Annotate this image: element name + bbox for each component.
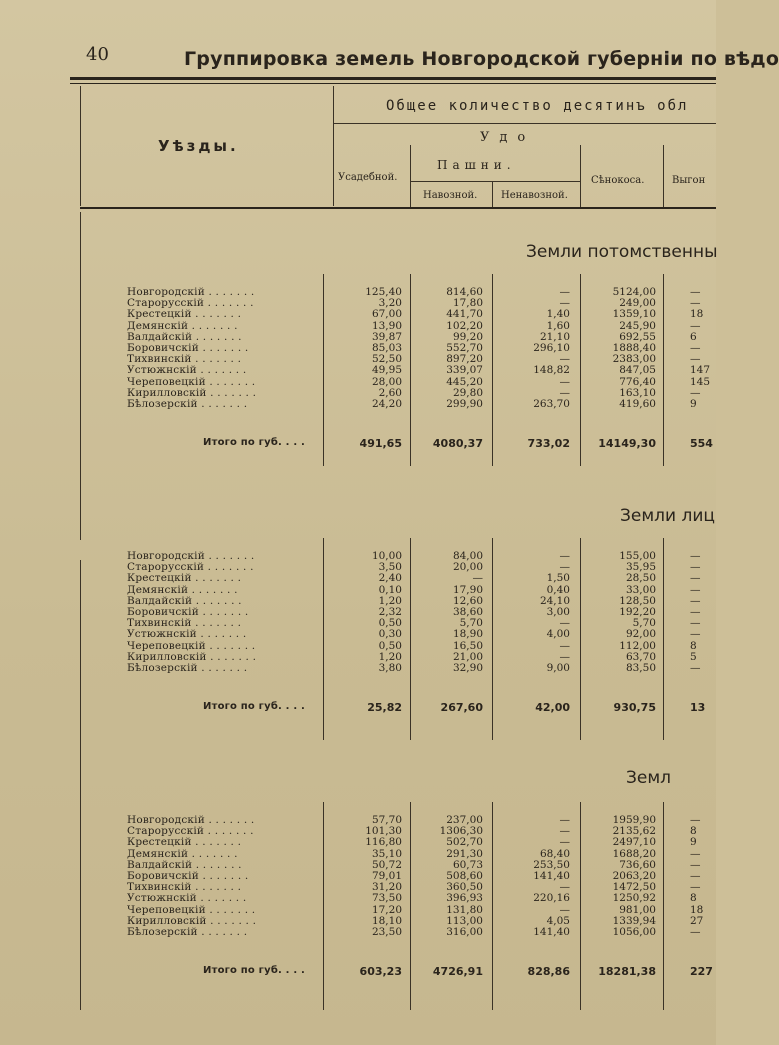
value-cell: 508,60	[446, 870, 483, 882]
value-cell: 253,50	[533, 858, 570, 871]
value-cell: 9	[690, 836, 697, 849]
value-cell: 35,95	[625, 561, 656, 574]
value-cell: 0,40	[546, 583, 570, 596]
value-cell: 502,70	[446, 836, 483, 849]
uezd-name: Кирилловскій . . . . . . .	[127, 386, 257, 399]
value-cell: 18281,38	[598, 965, 656, 979]
header-senokos: Сѣнокоса.	[591, 175, 645, 186]
value-cell: —	[690, 353, 701, 366]
value-cell: 263,70	[533, 398, 570, 410]
section-title: Земли потомственны	[526, 242, 718, 262]
value-cell: 4,00	[546, 628, 570, 641]
value-cell: —	[559, 639, 570, 652]
value-cell: —	[690, 814, 701, 826]
value-cell: —	[559, 617, 570, 630]
uezd-name: Боровичскій . . . . . . .	[127, 870, 249, 882]
value-cell: 125,40	[365, 286, 402, 298]
value-cell: 249,00	[619, 297, 656, 310]
value-cell: —	[690, 583, 701, 596]
uezd-name: Старорусскій . . . . . . .	[127, 297, 254, 310]
value-cell: 163,10	[619, 386, 656, 399]
uezd-name: Тихвинскій . . . . . . .	[127, 353, 242, 366]
value-cell: 0,10	[378, 583, 402, 596]
table-left-border	[80, 86, 81, 206]
uezd-name: Новгородскій . . . . . . .	[127, 286, 255, 298]
total-row	[0, 965, 716, 978]
value-cell: 52,50	[371, 353, 402, 366]
value-cell: 27	[690, 914, 704, 927]
value-cell: 4726,91	[432, 965, 483, 979]
value-cell: 148,82	[533, 364, 570, 377]
value-cell: 419,60	[619, 398, 656, 410]
value-cell: 1888,40	[612, 342, 656, 354]
value-cell: 12,60	[452, 594, 483, 607]
value-cell: 39,87	[371, 330, 402, 343]
uezd-name: Боровичскій . . . . . . .	[127, 606, 249, 618]
value-cell: 8	[690, 639, 697, 652]
uezd-name: Череповецкій . . . . . . .	[127, 639, 256, 652]
page-number: 40	[86, 44, 109, 65]
value-cell: 102,20	[446, 319, 483, 332]
value-cell: —	[690, 870, 701, 882]
value-cell: 14149,30	[598, 437, 656, 451]
uezd-name: Устюжнскій . . . . . . .	[127, 892, 247, 905]
value-cell: 112,00	[619, 639, 656, 652]
header-rule-thick	[70, 77, 716, 80]
value-cell: 1,50	[546, 572, 570, 585]
uezd-name: Устюжнскій . . . . . . .	[127, 628, 247, 641]
value-cell: 13,90	[371, 319, 402, 332]
uezd-name: Боровичскій . . . . . . .	[127, 342, 249, 354]
value-cell: 981,00	[619, 903, 656, 916]
header-vygon: Выгон	[672, 175, 706, 186]
header-divider	[410, 145, 411, 207]
value-cell: 1250,92	[612, 892, 656, 905]
total-row	[0, 437, 716, 450]
header-divider	[580, 145, 581, 207]
value-cell: 736,60	[619, 858, 656, 871]
value-cell: 2063,20	[612, 870, 656, 882]
value-cell: 8	[690, 825, 697, 838]
value-cell: 1,20	[378, 594, 402, 607]
table-row	[0, 398, 716, 411]
header-divider	[333, 86, 334, 206]
section-title: Земли лиц	[620, 506, 715, 526]
uezd-name: Новгородскій . . . . . . .	[127, 814, 255, 826]
value-cell: 3,20	[378, 297, 402, 310]
value-cell: 245,90	[619, 319, 656, 332]
value-cell: 360,50	[446, 881, 483, 894]
value-cell: —	[559, 903, 570, 916]
value-cell: 3,50	[378, 561, 402, 574]
value-cell: 85,03	[371, 342, 402, 354]
value-cell: —	[690, 286, 701, 298]
value-cell: 0,30	[378, 628, 402, 641]
value-cell: 2383,00	[612, 353, 656, 366]
value-cell: 42,00	[535, 701, 570, 715]
uezd-name: Бѣлозерскій . . . . . . .	[127, 662, 248, 674]
value-cell: 5124,00	[612, 286, 656, 298]
value-cell: 227	[690, 965, 713, 979]
value-cell: —	[559, 650, 570, 663]
value-cell: —	[559, 297, 570, 310]
table-row	[0, 662, 716, 675]
value-cell: 6	[690, 330, 697, 343]
value-cell: 396,93	[446, 892, 483, 905]
value-cell: —	[559, 561, 570, 574]
value-cell: 267,60	[440, 701, 483, 715]
value-cell: 2,40	[378, 572, 402, 585]
value-cell: 73,50	[371, 892, 402, 905]
value-cell: 776,40	[619, 375, 656, 388]
value-cell: 24,10	[539, 594, 570, 607]
header-divider	[663, 145, 664, 207]
value-cell: 1688,20	[612, 847, 656, 860]
value-cell: —	[690, 847, 701, 860]
value-cell: —	[559, 836, 570, 849]
value-cell: 192,20	[619, 606, 656, 618]
value-cell: 17,80	[452, 297, 483, 310]
value-cell: 2135,62	[612, 825, 656, 838]
value-cell: —	[690, 319, 701, 332]
value-cell: 116,80	[365, 836, 402, 849]
value-cell: 131,80	[446, 903, 483, 916]
value-cell: 930,75	[613, 701, 656, 715]
value-cell: 13	[690, 701, 706, 715]
value-cell: —	[690, 858, 701, 871]
value-cell: 99,20	[452, 330, 483, 343]
uezd-name: Старорусскій . . . . . . .	[127, 561, 254, 574]
value-cell: 291,30	[446, 847, 483, 860]
value-cell: 49,95	[371, 364, 402, 377]
value-cell: 18,10	[371, 914, 402, 927]
value-cell: 18,90	[452, 628, 483, 641]
value-cell: 63,70	[625, 650, 656, 663]
header-udob: Удо	[480, 130, 536, 145]
uezd-name: Бѣлозерскій . . . . . . .	[127, 926, 248, 938]
value-cell: 3,80	[378, 662, 402, 674]
value-cell: 83,50	[625, 662, 656, 674]
value-cell: 445,20	[446, 375, 483, 388]
value-cell: 0,50	[378, 617, 402, 630]
value-cell: 92,00	[625, 628, 656, 641]
value-cell: 296,10	[533, 342, 570, 354]
uezd-name: Кирилловскій . . . . . . .	[127, 650, 257, 663]
value-cell: 141,40	[533, 926, 570, 938]
uezd-name: Тихвинскій . . . . . . .	[127, 881, 242, 894]
value-cell: 4,05	[546, 914, 570, 927]
value-cell: 147	[690, 364, 711, 377]
value-cell: 16,50	[452, 639, 483, 652]
uezd-name: Валдайскій . . . . . . .	[127, 858, 242, 871]
value-cell: 57,70	[371, 814, 402, 826]
value-cell: —	[559, 881, 570, 894]
value-cell: 5,70	[632, 617, 656, 630]
value-cell: —	[690, 606, 701, 618]
value-cell: —	[559, 825, 570, 838]
value-cell: 828,86	[527, 965, 570, 979]
value-cell: 28,50	[625, 572, 656, 585]
value-cell: 0,50	[378, 639, 402, 652]
value-cell: 5,70	[459, 617, 483, 630]
value-cell: 18	[690, 308, 704, 321]
value-cell: 692,55	[619, 330, 656, 343]
uezd-name: Бѣлозерскій . . . . . . .	[127, 398, 248, 410]
value-cell: 17,90	[452, 583, 483, 596]
table-row	[0, 926, 716, 939]
header-usadebnoy: Усадебной.	[338, 172, 398, 183]
value-cell: —	[690, 926, 701, 938]
value-cell: 68,40	[539, 847, 570, 860]
value-cell: 101,30	[365, 825, 402, 838]
uezd-name: Старорусскій . . . . . . .	[127, 825, 254, 838]
uezd-name: Новгородскій . . . . . . .	[127, 550, 255, 562]
value-cell: 316,00	[446, 926, 483, 938]
value-cell: 141,40	[533, 870, 570, 882]
value-cell: 1359,10	[612, 308, 656, 321]
value-cell: 4080,37	[432, 437, 483, 451]
value-cell: 220,16	[533, 892, 570, 905]
header-nenavoznoy: Ненавозной.	[501, 190, 568, 201]
value-cell: 20,00	[452, 561, 483, 574]
value-cell: 145	[690, 375, 711, 388]
value-cell: —	[690, 628, 701, 641]
value-cell: —	[559, 814, 570, 826]
value-cell: 28,00	[371, 375, 402, 388]
value-cell: 2497,10	[612, 836, 656, 849]
value-cell: 128,50	[619, 594, 656, 607]
value-cell: —	[472, 572, 483, 585]
section-title: Земл	[626, 768, 672, 788]
uezd-name: Демянскій . . . . . . .	[127, 583, 238, 596]
value-cell: 339,07	[446, 364, 483, 377]
value-cell: 31,20	[371, 881, 402, 894]
value-cell: 491,65	[359, 437, 402, 451]
value-cell: 237,00	[446, 814, 483, 826]
value-cell: 67,00	[371, 308, 402, 321]
value-cell: 1,40	[546, 308, 570, 321]
value-cell: 18	[690, 903, 704, 916]
value-cell: —	[559, 286, 570, 298]
uezd-name: Череповецкій . . . . . . .	[127, 903, 256, 916]
table-left-border	[80, 560, 81, 1010]
value-cell: —	[690, 572, 701, 585]
header-uezdy: Уѣзды.	[158, 137, 239, 155]
value-cell: 38,60	[452, 606, 483, 618]
uezd-name: Череповецкій . . . . . . .	[127, 375, 256, 388]
uezd-name: Кирилловскій . . . . . . .	[127, 914, 257, 927]
value-cell: 3,00	[546, 606, 570, 618]
running-title: Группировка земель Новгородской губерніи по вѣдо	[184, 48, 779, 70]
value-cell: —	[559, 386, 570, 399]
value-cell: 35,10	[371, 847, 402, 860]
value-cell: 2,60	[378, 386, 402, 399]
value-cell: 733,02	[527, 437, 570, 451]
value-cell: 79,01	[371, 870, 402, 882]
value-cell: 10,00	[371, 550, 402, 562]
value-cell: —	[559, 550, 570, 562]
uezd-name: Демянскій . . . . . . .	[127, 847, 238, 860]
value-cell: 24,20	[371, 398, 402, 410]
uezd-name: Валдайскій . . . . . . .	[127, 594, 242, 607]
total-label: Итого по губ. . . .	[203, 437, 306, 449]
value-cell: 847,05	[619, 364, 656, 377]
total-row	[0, 701, 716, 714]
value-cell: 814,60	[446, 286, 483, 298]
value-cell: —	[690, 386, 701, 399]
value-cell: 299,90	[446, 398, 483, 410]
value-cell: 50,72	[371, 858, 402, 871]
uezd-name: Крестецкій . . . . . . .	[127, 572, 242, 585]
value-cell: 1056,00	[612, 926, 656, 938]
value-cell: 9	[690, 398, 697, 410]
value-cell: 5	[690, 650, 697, 663]
value-cell: 17,20	[371, 903, 402, 916]
value-cell: 1,60	[546, 319, 570, 332]
value-cell: 155,00	[619, 550, 656, 562]
header-rule-thin	[70, 83, 716, 84]
value-cell: 1,20	[378, 650, 402, 663]
value-cell: 8	[690, 892, 697, 905]
value-cell: 33,00	[625, 583, 656, 596]
value-cell: —	[690, 594, 701, 607]
header-rule	[333, 123, 716, 124]
value-cell: 32,90	[452, 662, 483, 674]
value-cell: 1959,90	[612, 814, 656, 826]
value-cell: 23,50	[371, 926, 402, 938]
value-cell: 554	[690, 437, 713, 451]
table-left-border	[80, 212, 81, 540]
header-navoznoy: Навозной.	[423, 190, 478, 201]
uezd-name: Крестецкій . . . . . . .	[127, 836, 242, 849]
value-cell: —	[559, 375, 570, 388]
value-cell: 897,20	[446, 353, 483, 366]
total-label: Итого по губ. . . .	[203, 701, 306, 713]
uezd-name: Демянскій . . . . . . .	[127, 319, 238, 332]
header-rule	[410, 181, 580, 182]
header-divider	[492, 181, 493, 207]
value-cell: 21,00	[452, 650, 483, 663]
value-cell: 552,70	[446, 342, 483, 354]
value-cell: —	[690, 662, 701, 674]
value-cell: 2,32	[378, 606, 402, 618]
value-cell: 29,80	[452, 386, 483, 399]
uezd-name: Крестецкій . . . . . . .	[127, 308, 242, 321]
uezd-name: Валдайскій . . . . . . .	[127, 330, 242, 343]
header-main: Общее количество десятинъ обл	[386, 98, 689, 114]
value-cell: —	[690, 342, 701, 354]
value-cell: 21,10	[539, 330, 570, 343]
value-cell: 84,00	[452, 550, 483, 562]
value-cell: 1306,30	[439, 825, 483, 838]
value-cell: 603,23	[359, 965, 402, 979]
header-bottom-rule	[80, 207, 716, 209]
total-label: Итого по губ. . . .	[203, 965, 306, 977]
header-pashni: Пашни.	[437, 158, 516, 172]
value-cell: 9,00	[546, 662, 570, 674]
uezd-name: Тихвинскій . . . . . . .	[127, 617, 242, 630]
value-cell: —	[690, 297, 701, 310]
value-cell: 60,73	[452, 858, 483, 871]
value-cell: 25,82	[367, 701, 402, 715]
value-cell: —	[690, 881, 701, 894]
value-cell: —	[690, 550, 701, 562]
value-cell: —	[690, 617, 701, 630]
value-cell: 1339,94	[612, 914, 656, 927]
uezd-name: Устюжнскій . . . . . . .	[127, 364, 247, 377]
value-cell: 113,00	[446, 914, 483, 927]
value-cell: —	[690, 561, 701, 574]
value-cell: —	[559, 353, 570, 366]
value-cell: 441,70	[446, 308, 483, 321]
value-cell: 1472,50	[612, 881, 656, 894]
